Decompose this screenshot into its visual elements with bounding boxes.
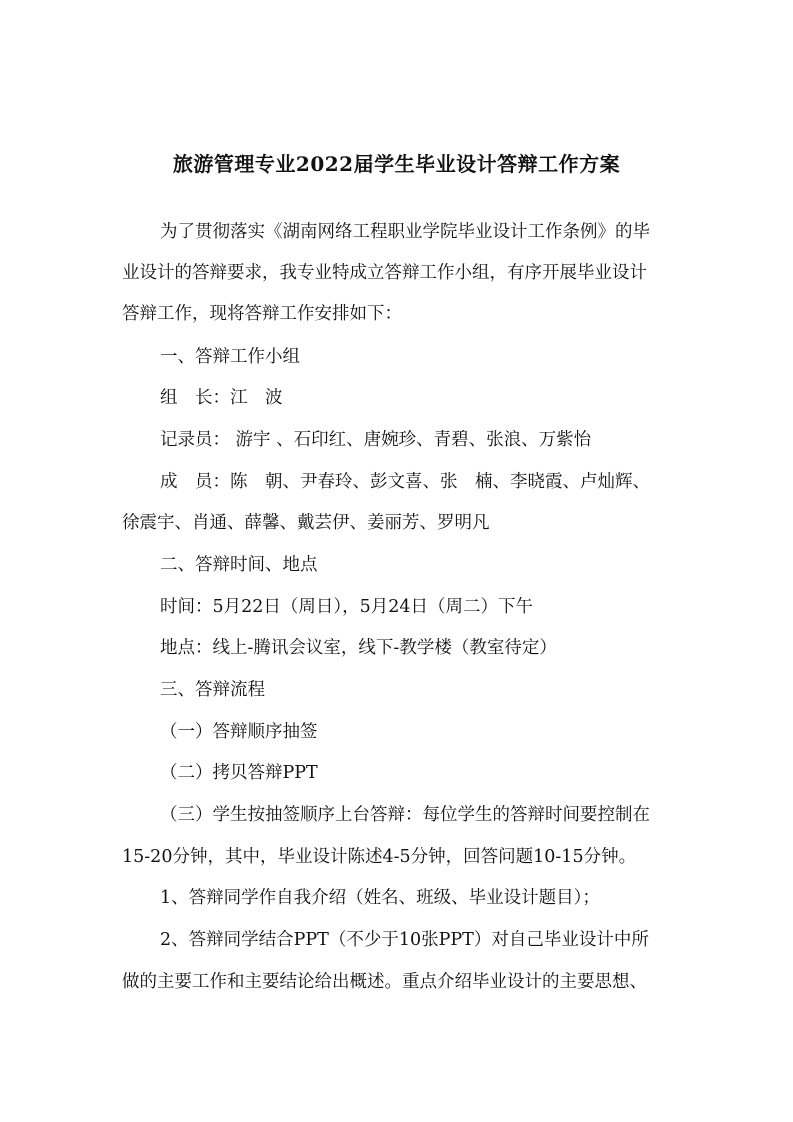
paragraph-line: 时间：5月22日（周日），5月24日（周二）下午 [160,597,534,617]
section-heading: 一、答辩工作小组 [160,347,300,367]
list-item: 1、答辩同学作自我介绍（姓名、班级、毕业设计题目）； [160,888,600,908]
paragraph-line: 地点：线上-腾讯会议室，线下-教学楼（教室待定） [160,638,557,658]
section-heading: 三、答辩流程 [160,680,265,700]
paragraph-line: 组 长：江 波 [160,388,283,408]
paragraph-line: 15-20分钟，其中，毕业设计陈述4-5分钟，回答问题10-15分钟。 [122,847,637,867]
subsection-heading: （一）答辩顺序抽签 [160,722,318,742]
list-item: 2、答辩同学结合PPT（不少于10张PPT）对自己毕业设计中所 [160,930,649,950]
paragraph-line: 徐震宇、肖通、薛馨、戴芸伊、姜丽芳、罗明凡 [122,513,490,533]
paragraph-line: 业设计的答辩要求，我专业特成立答辩工作小组，有序开展毕业设计 [122,263,647,283]
paragraph-line: 成 员：陈 朝、尹春玲、彭文喜、张 楠、李晓霞、卢灿辉、 [160,472,650,492]
paragraph-line: 记录员： 游宇 、石印红、唐婉珍、青碧、张浪、万紫怡 [160,430,592,450]
paragraph-line: 答辩工作，现将答辩工作安排如下： [122,304,402,324]
paragraph-line: 做的主要工作和主要结论给出概述。重点介绍毕业设计的主要思想、 [122,972,647,992]
subsection-heading: （二）拷贝答辩PPT [160,763,318,783]
document-title: 旅游管理专业2022届学生毕业设计答辩工作方案 [172,152,621,176]
paragraph-line: （三）学生按抽签顺序上台答辩：每位学生的答辩时间要控制在 [160,805,650,825]
section-heading: 二、答辩时间、地点 [160,555,318,575]
paragraph-line: 为了贯彻落实《湖南网络工程职业学院毕业设计工作条例》的毕 [160,222,650,242]
